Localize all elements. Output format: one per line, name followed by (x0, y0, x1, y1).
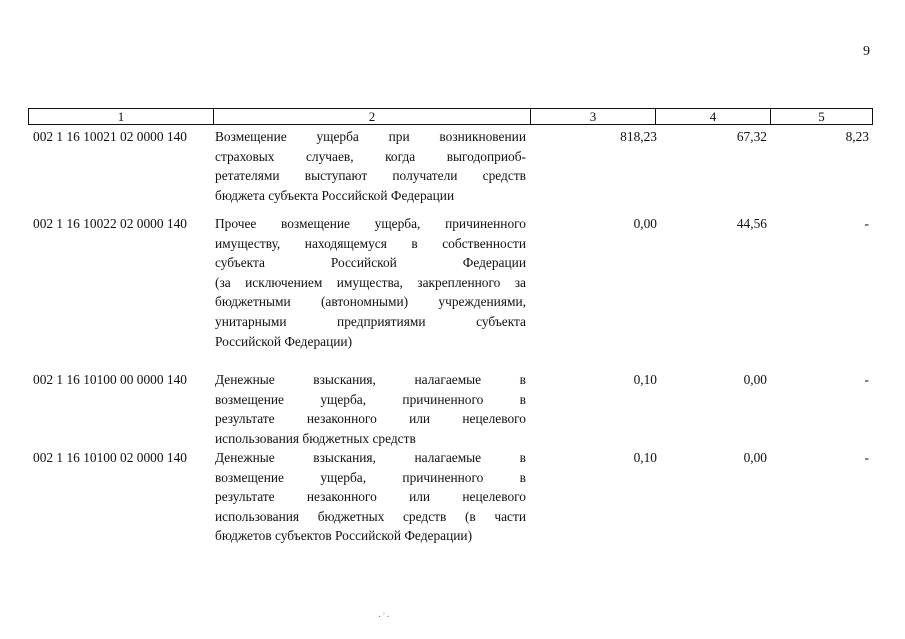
description-line: результате незаконного или нецелевого (215, 411, 526, 427)
header-col-2: 2 (213, 109, 530, 124)
description-line: возмещение ущерба, причиненного в (215, 469, 526, 485)
row-value-col-4: 0,00 (743, 450, 767, 465)
row-value-col-3: 0,10 (633, 372, 657, 387)
row-description (215, 214, 526, 351)
row-code: 002 1 16 10022 02 0000 140 (33, 216, 187, 231)
description-line: унитарными предприятиями субъекта (215, 313, 526, 329)
description-line: бюджетов субъектов Российской Федерации) (215, 528, 473, 544)
row-value-col-5: 8,23 (845, 129, 869, 144)
description-line: Прочее возмещение ущерба, причиненного (215, 216, 526, 231)
row-value-col-5: - (864, 216, 869, 231)
description-line: бюджетными (автономными) учреждениями, (215, 294, 526, 310)
description-line: результате незаконного или нецелевого (215, 489, 526, 505)
description-line: Возмещение ущерба при возникновении (215, 129, 526, 144)
header-col-3: 3 (530, 109, 655, 124)
row-value-col-3: 0,10 (633, 450, 657, 465)
row-value-col-4: 44,56 (736, 216, 767, 231)
description-line: Денежные взыскания, налагаемые в (215, 372, 526, 387)
row-description (215, 370, 526, 448)
row-value-col-4: 0,00 (743, 372, 767, 387)
description-line: (за исключением имущества, закрепленного за (215, 274, 526, 290)
row-code: 002 1 16 10100 00 0000 140 (33, 372, 187, 387)
description-line: использования бюджетных средств (в части (215, 508, 526, 524)
row-value-col-5: - (864, 372, 869, 387)
header-col-1: 1 (117, 109, 125, 124)
row-value-col-4: 67,32 (736, 129, 767, 144)
row-description (215, 127, 526, 205)
description-line: страховых случаев, когда выгодоприоб- (215, 148, 526, 164)
scan-speck: · ͗ · (378, 612, 390, 623)
description-line: возмещение ущерба, причиненного в (215, 391, 526, 407)
description-line: Денежные взыскания, налагаемые в (215, 450, 526, 465)
row-code: 002 1 16 10100 02 0000 140 (33, 450, 187, 465)
description-line: имуществу, находящемуся в собственности (215, 235, 526, 251)
description-line: ретателями выступают получатели средств (215, 168, 526, 184)
row-value-col-5: - (864, 450, 869, 465)
table-header (28, 108, 873, 125)
row-value-col-3: 818,23 (620, 129, 657, 144)
header-col-4: 4 (655, 109, 770, 124)
description-line: субъекта Российской Федерации (215, 255, 526, 271)
description-line: Российской Федерации) (215, 333, 353, 349)
row-description (215, 448, 526, 546)
description-line: бюджета субъекта Российской Федерации (215, 187, 455, 203)
row-value-col-3: 0,00 (633, 216, 657, 231)
description-line: использования бюджетных средств (215, 430, 416, 446)
header-col-5: 5 (770, 109, 872, 124)
row-code: 002 1 16 10021 02 0000 140 (33, 129, 187, 144)
page-number: 9 (863, 44, 870, 59)
